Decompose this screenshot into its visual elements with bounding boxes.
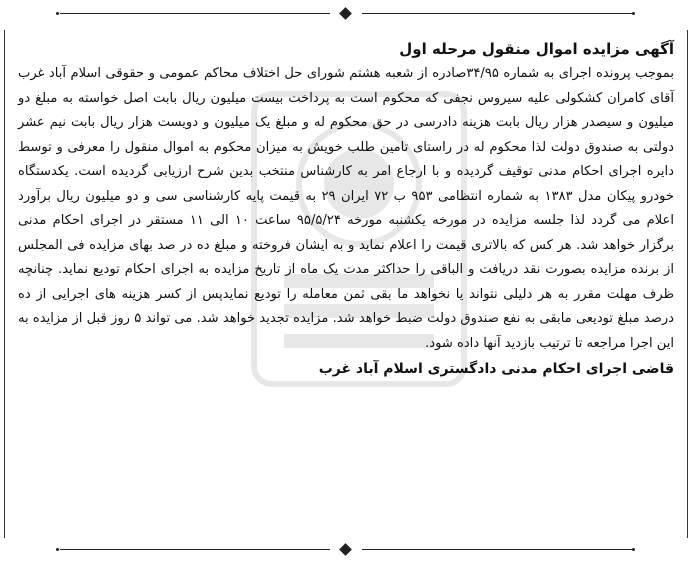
- notice-title: آگهی مزایده اموال منقول مرحله اول: [399, 40, 674, 58]
- bottom-divider-left: [60, 549, 330, 550]
- top-divider-left: [60, 13, 330, 14]
- right-border: [687, 30, 688, 538]
- notice-frame: [4, 4, 688, 559]
- divider-endcap: [632, 548, 635, 551]
- top-divider-right: [362, 13, 632, 14]
- divider-endcap: [632, 12, 635, 15]
- divider-endcap: [56, 548, 59, 551]
- bottom-divider-right: [362, 549, 632, 550]
- bottom-divider-diamond-icon: [339, 543, 352, 556]
- divider-endcap: [56, 12, 59, 15]
- notice-body: بموجب پرونده اجرای به شماره ۳۴/۹۵صادره از شعبه هشتم شورای حل اختلاف محاکم عمومی و حقوقی اسلام آباد غرب آقای کامران کشکولی علیه سیروس نجفی که محکوم است به پرداخت بیست میلیون ریال بابت اصل خواسته به مبلغ دو میلیون و سیصدر هزار ریال بابت هزینه دادرسی در حق محکوم له و مبلغ یک میلیون و دویست هزار ریال بابت نیم عشر دولتی به صندوق دولت لذا محکوم له در راستای تامین طلب خویش به میزان محکوم به اموال منقول را معرفی و توسط دایره اجرای احکام مدنی توقیف گردیده و با ارجاع امر به کارشناس منتخب بدین شرح ارزیابی گردیده است. یکدستگاه خودرو پیکان مدل ۱۳۸۳ به شماره انتظامی ۹۵۳ ب ۷۲ ایران ۲۹ به قیمت پایه کارشناسی سی و دو میلیون ریال برآورد اعلام می گردد لذا جلسه مزایده در مورخه یکشنبه مورخه ۹۵/۵/۲۴ ساعت ۱۰ الی ۱۱ مستقر در اجرای احکام مدنی برگزار خواهد شد. هر کس که بالاتری قیمت را اعلام نماید و به ایشان فروخته و مبلغ ده در صد بهای مزایده فی المجلس از برنده مزایده بصورت نقد دریافت و الباقی را حداکثر مدت یک ماه از تاریخ مزایده به اجرای احکام تودیع نماید. چنانچه ظرف مهلت مقرر به هر دلیلی نتواند یا نخواهد ما بقی ثمن معامله را تودیع نمایدپس از کسر هزینه های اجرایی از ده درصد مبلغ تودیعی مابقی به نفع صندوق دولت ضبط خواهد شد. مزایده تجدید خواهد شد. می تواند ۵ روز قبل از مزایده به این اجرا مراجعه تا ترتیب بازدید آنها داده شود.: [18, 66, 675, 351]
- left-border: [4, 30, 5, 538]
- auction-notice: [18, 38, 674, 380]
- notice-signature: قاضی اجرای احکام مدنی دادگستری اسلام آباد غرب: [318, 361, 674, 377]
- top-divider-diamond-icon: [339, 7, 352, 20]
